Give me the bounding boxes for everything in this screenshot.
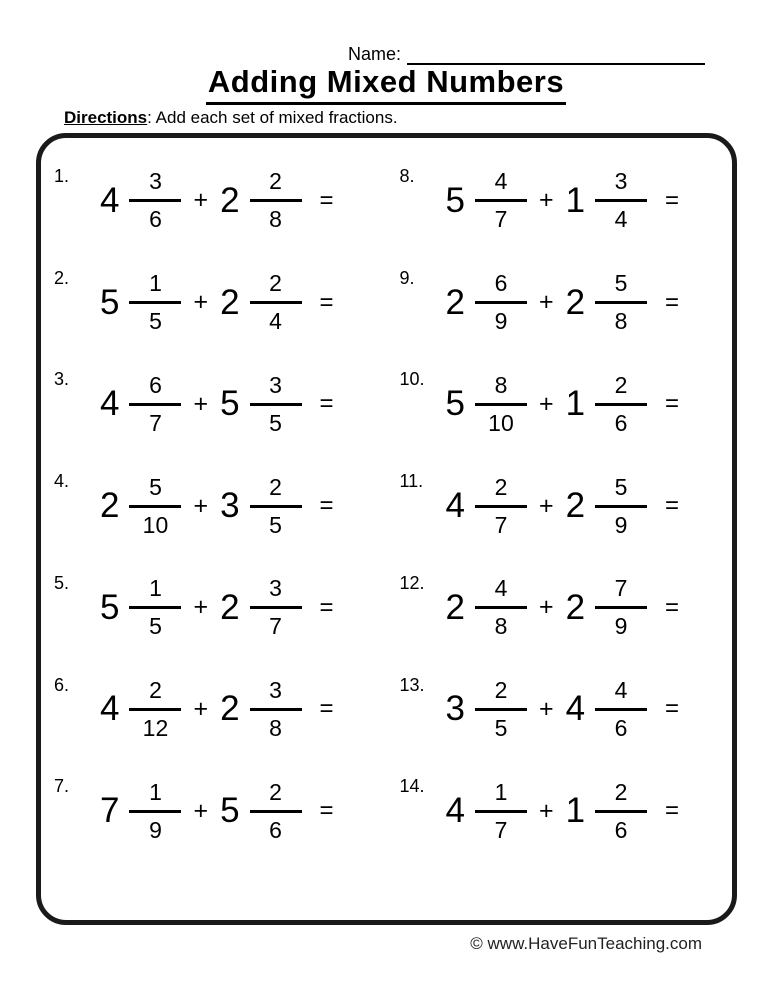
- equals-sign: =: [665, 695, 680, 723]
- denominator-2: 5: [250, 505, 302, 539]
- problem-expression: [92, 474, 334, 539]
- denominator-2: 9: [595, 606, 647, 640]
- problem-row: [54, 353, 387, 455]
- problems-box: [36, 133, 737, 925]
- plus-sign: +: [538, 389, 554, 418]
- fraction-2: [595, 474, 647, 539]
- equals-sign: =: [665, 492, 680, 520]
- whole-number-1: 4: [445, 791, 465, 831]
- numerator-1: 1: [494, 778, 508, 805]
- equals-sign: =: [319, 695, 334, 723]
- problem-expression: [92, 270, 334, 335]
- fraction-1: [129, 270, 181, 335]
- plus-sign: +: [538, 694, 554, 723]
- denominator-1: 10: [129, 505, 181, 539]
- problem-number: 11.: [399, 471, 424, 492]
- fraction-1: [475, 474, 527, 539]
- denominator-1: 7: [129, 403, 181, 437]
- problem-row: [54, 150, 387, 252]
- denominator-1: 12: [129, 708, 181, 742]
- fraction-1: [475, 575, 527, 640]
- fraction-2: [595, 575, 647, 640]
- denominator-2: 6: [595, 810, 647, 844]
- problem-number: 1.: [54, 166, 70, 186]
- name-blank-line: [407, 47, 705, 65]
- fraction-1: [475, 372, 527, 437]
- equals-sign: =: [319, 288, 334, 316]
- denominator-2: 4: [595, 199, 647, 233]
- equals-sign: =: [665, 186, 680, 214]
- problem-expression: [92, 677, 334, 742]
- numerator-1: 6: [494, 270, 508, 297]
- whole-number-2: 1: [565, 384, 586, 424]
- page-title: Adding Mixed Numbers: [206, 64, 566, 105]
- problems-column-right: [387, 138, 733, 920]
- whole-number-2: 2: [220, 587, 240, 627]
- numerator-2: 3: [269, 575, 282, 602]
- equals-sign: =: [665, 797, 680, 825]
- numerator-2: 3: [269, 371, 282, 398]
- plus-sign: +: [193, 491, 209, 520]
- numerator-2: 3: [269, 676, 282, 703]
- whole-number-1: 5: [100, 282, 120, 322]
- whole-number-1: 5: [445, 180, 465, 220]
- denominator-1: 6: [129, 199, 181, 233]
- denominator-2: 8: [250, 708, 302, 742]
- numerator-2: 4: [614, 676, 628, 703]
- denominator-2: 4: [250, 301, 302, 335]
- numerator-1: 1: [149, 575, 162, 602]
- denominator-2: 8: [250, 199, 302, 233]
- fraction-2: [250, 168, 302, 233]
- whole-number-1: 4: [100, 384, 120, 424]
- fraction-2: [595, 677, 647, 742]
- title-wrap: [0, 64, 772, 105]
- whole-number-1: 5: [445, 384, 465, 424]
- whole-number-1: 4: [100, 180, 120, 220]
- whole-number-1: 2: [100, 486, 120, 526]
- problem-row: [400, 455, 733, 557]
- fraction-2: [250, 779, 302, 844]
- fraction-1: [475, 677, 527, 742]
- problem-expression: [92, 372, 334, 437]
- name-row: [348, 44, 705, 65]
- problem-expression: [438, 372, 680, 437]
- fraction-2: [250, 575, 302, 640]
- problem-row: [400, 252, 733, 354]
- numerator-1: 2: [494, 676, 508, 703]
- problem-row: [400, 760, 733, 862]
- numerator-2: 3: [614, 168, 628, 195]
- numerator-1: 5: [149, 473, 162, 500]
- problem-number: 2.: [54, 267, 70, 288]
- fraction-2: [595, 779, 647, 844]
- plus-sign: +: [193, 186, 209, 215]
- problem-row: [54, 455, 387, 557]
- numerator-2: 2: [614, 778, 628, 805]
- equals-sign: =: [665, 390, 680, 418]
- fraction-1: [129, 168, 181, 233]
- problems-column-left: [41, 138, 387, 920]
- plus-sign: +: [538, 491, 554, 520]
- plus-sign: +: [538, 796, 554, 825]
- fraction-1: [129, 677, 181, 742]
- fraction-1: [129, 474, 181, 539]
- denominator-1: 7: [475, 199, 527, 233]
- footer-copyright: © www.HaveFunTeaching.com: [470, 934, 702, 953]
- equals-sign: =: [665, 288, 680, 316]
- numerator-2: 5: [614, 473, 628, 500]
- whole-number-2: 5: [220, 791, 240, 831]
- denominator-2: 7: [250, 606, 302, 640]
- fraction-1: [475, 168, 527, 233]
- problem-row: [54, 252, 387, 354]
- denominator-2: 8: [595, 301, 647, 335]
- problem-row: [400, 353, 733, 455]
- problem-number: 6.: [54, 674, 70, 695]
- whole-number-1: 5: [100, 587, 120, 627]
- problem-number: 12.: [399, 572, 425, 593]
- fraction-2: [595, 270, 647, 335]
- whole-number-2: 5: [220, 384, 240, 424]
- problem-expression: [438, 474, 680, 539]
- fraction-2: [595, 372, 647, 437]
- directions-text: : Add each set of mixed fractions.: [147, 108, 398, 127]
- problem-number: 8.: [399, 166, 415, 186]
- whole-number-1: 4: [100, 689, 120, 729]
- plus-sign: +: [193, 288, 209, 317]
- fraction-2: [250, 270, 302, 335]
- denominator-1: 9: [129, 810, 181, 844]
- directions: [64, 108, 398, 128]
- whole-number-2: 1: [565, 180, 586, 220]
- plus-sign: +: [538, 593, 554, 622]
- denominator-2: 6: [595, 708, 647, 742]
- problem-number: 14.: [399, 776, 425, 797]
- numerator-2: 7: [614, 575, 628, 602]
- whole-number-1: 4: [445, 486, 465, 526]
- problem-row: [54, 557, 387, 659]
- problem-number: 7.: [54, 776, 70, 797]
- plus-sign: +: [538, 288, 554, 317]
- whole-number-2: 2: [220, 282, 240, 322]
- problem-row: [400, 557, 733, 659]
- whole-number-1: 2: [445, 587, 465, 627]
- numerator-1: 8: [494, 371, 508, 398]
- denominator-1: 10: [475, 403, 527, 437]
- equals-sign: =: [665, 593, 680, 621]
- denominator-2: 6: [595, 403, 647, 437]
- numerator-2: 5: [614, 270, 628, 297]
- whole-number-1: 7: [100, 791, 120, 831]
- equals-sign: =: [319, 186, 334, 214]
- problem-expression: [438, 168, 680, 233]
- whole-number-2: 2: [565, 486, 586, 526]
- denominator-1: 5: [129, 301, 181, 335]
- denominator-1: 5: [129, 606, 181, 640]
- plus-sign: +: [538, 186, 554, 215]
- numerator-1: 4: [494, 168, 508, 195]
- fraction-2: [250, 372, 302, 437]
- problem-number: 9.: [399, 267, 415, 288]
- equals-sign: =: [319, 593, 334, 621]
- whole-number-1: 3: [445, 689, 465, 729]
- denominator-2: 9: [595, 505, 647, 539]
- problem-expression: [438, 779, 680, 844]
- plus-sign: +: [193, 389, 209, 418]
- denominator-1: 9: [475, 301, 527, 335]
- problem-row: [54, 659, 387, 761]
- numerator-2: 2: [269, 473, 282, 500]
- numerator-1: 6: [149, 371, 162, 398]
- denominator-1: 8: [475, 606, 527, 640]
- numerator-1: 3: [149, 168, 162, 195]
- equals-sign: =: [319, 492, 334, 520]
- numerator-1: 1: [149, 778, 162, 805]
- numerator-1: 2: [494, 473, 508, 500]
- numerator-1: 1: [149, 270, 162, 297]
- whole-number-2: 2: [220, 180, 240, 220]
- problem-expression: [438, 575, 680, 640]
- fraction-1: [129, 575, 181, 640]
- problem-expression: [92, 575, 334, 640]
- denominator-2: 5: [250, 403, 302, 437]
- name-label: Name:: [348, 44, 402, 64]
- problem-row: [54, 760, 387, 862]
- numerator-2: 2: [269, 778, 282, 805]
- fraction-1: [129, 372, 181, 437]
- plus-sign: +: [193, 593, 209, 622]
- problem-number: 5.: [54, 572, 70, 593]
- equals-sign: =: [319, 390, 334, 418]
- problem-number: 13.: [399, 674, 425, 695]
- numerator-1: 2: [149, 676, 162, 703]
- whole-number-2: 1: [565, 791, 586, 831]
- whole-number-1: 2: [445, 282, 465, 322]
- problem-expression: [92, 168, 334, 233]
- problem-number: 3.: [54, 369, 70, 390]
- fraction-2: [250, 474, 302, 539]
- whole-number-2: 2: [565, 587, 586, 627]
- denominator-2: 6: [250, 810, 302, 844]
- problem-expression: [92, 779, 334, 844]
- problem-number: 10.: [399, 369, 425, 390]
- denominator-1: 7: [475, 505, 527, 539]
- whole-number-2: 3: [220, 486, 240, 526]
- numerator-1: 4: [494, 575, 508, 602]
- denominator-1: 5: [475, 708, 527, 742]
- whole-number-2: 2: [220, 689, 240, 729]
- numerator-2: 2: [269, 270, 282, 297]
- whole-number-2: 2: [565, 282, 586, 322]
- problem-expression: [438, 270, 680, 335]
- directions-label: Directions: [64, 108, 148, 127]
- problem-number: 4.: [54, 471, 70, 492]
- numerator-2: 2: [269, 168, 282, 195]
- fraction-2: [250, 677, 302, 742]
- equals-sign: =: [319, 797, 334, 825]
- problem-row: [400, 150, 733, 252]
- whole-number-2: 4: [565, 689, 586, 729]
- fraction-1: [129, 779, 181, 844]
- numerator-2: 2: [614, 371, 628, 398]
- denominator-1: 7: [475, 810, 527, 844]
- fraction-1: [475, 779, 527, 844]
- problem-row: [400, 659, 733, 761]
- problem-expression: [438, 677, 680, 742]
- plus-sign: +: [193, 694, 209, 723]
- fraction-1: [475, 270, 527, 335]
- plus-sign: +: [193, 796, 209, 825]
- fraction-2: [595, 168, 647, 233]
